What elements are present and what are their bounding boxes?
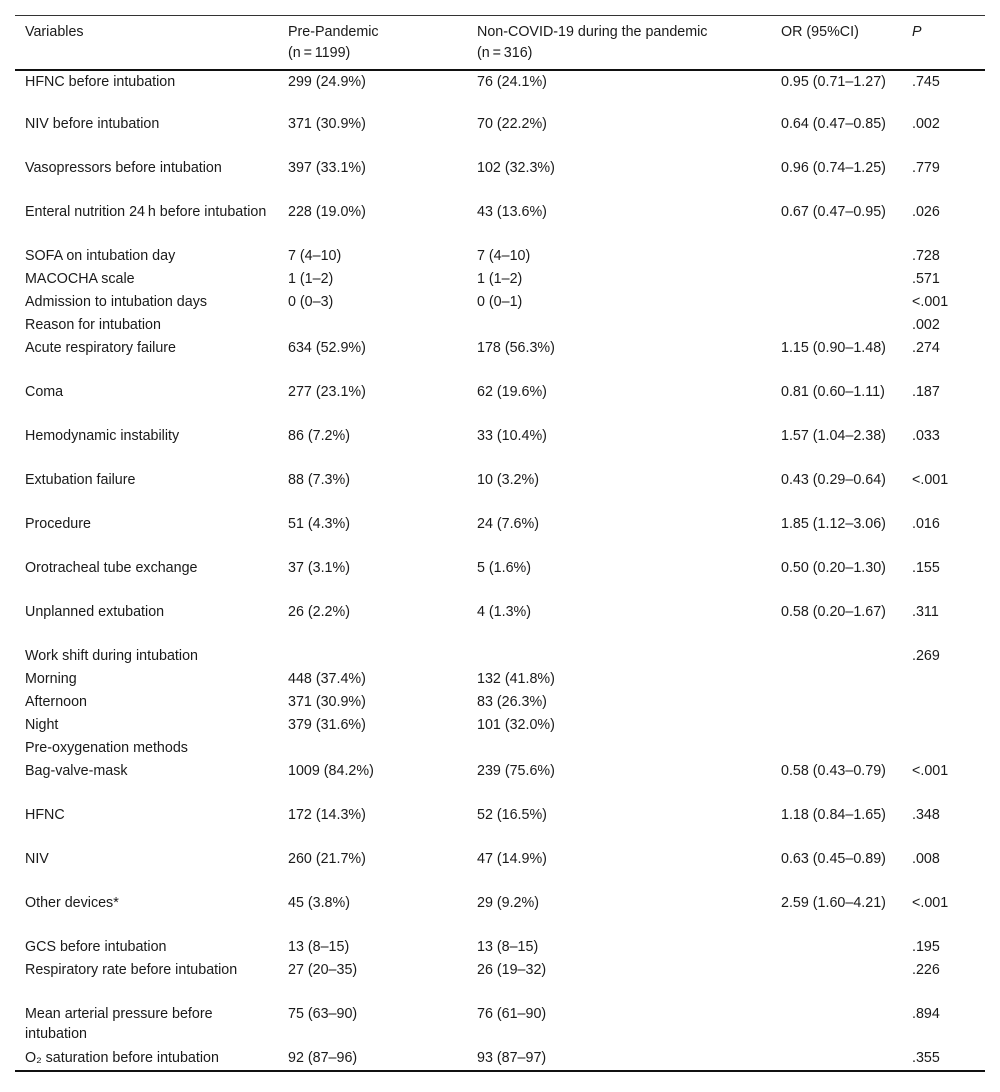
cell-non-covid: 70 (22.2%) — [477, 115, 547, 132]
cell-non-covid: 43 (13.6%) — [477, 203, 547, 220]
table-row — [15, 315, 985, 338]
header-non-covid: Non-COVID-19 during the pandemic (n = 316) — [477, 24, 708, 61]
cell-variable: Respiratory rate before intubation — [25, 961, 238, 978]
cell-or: 1.85 (1.12–3.06) — [781, 515, 886, 532]
cell-pre-pandemic — [278, 315, 467, 338]
cell-or — [771, 738, 902, 761]
header-non-covid-n: (n = 316) — [477, 44, 533, 61]
cell-p: .745 — [912, 73, 940, 90]
cell-or — [771, 315, 902, 338]
cell-variable: Afternoon — [25, 693, 87, 710]
cell-or: 0.64 (0.47–0.85) — [781, 115, 886, 132]
cell-or — [771, 1004, 902, 1048]
cell-or — [771, 292, 902, 315]
cell-non-covid: 4 (1.3%) — [477, 603, 532, 620]
cell-non-covid: 52 (16.5%) — [477, 806, 547, 823]
cell-or — [771, 269, 902, 292]
cell-or: 0.50 (0.20–1.30) — [781, 559, 886, 576]
cell-variable: GCS before intubation — [25, 938, 167, 955]
cell-pre-pandemic: 172 (14.3%) — [288, 806, 366, 823]
cell-p — [902, 738, 985, 761]
cell-pre-pandemic: 228 (19.0%) — [288, 203, 366, 220]
cell-pre-pandemic: 379 (31.6%) — [288, 716, 366, 733]
cell-or: 0.81 (0.60–1.11) — [781, 383, 885, 400]
cell-variable: HFNC before intubation — [25, 73, 176, 90]
cell-variable: Morning — [25, 670, 77, 687]
cell-or: 0.43 (0.29–0.64) — [781, 471, 886, 488]
table-row — [15, 269, 985, 292]
table-row — [15, 426, 985, 470]
cell-p: .274 — [912, 339, 940, 356]
cell-p: .894 — [912, 1005, 940, 1022]
table-row — [15, 382, 985, 426]
cell-variable: Orotracheal tube exchange — [25, 559, 198, 576]
cell-p: <.001 — [912, 894, 949, 911]
cell-p: .026 — [912, 203, 940, 220]
cell-variable: Admission to intubation days — [25, 293, 207, 310]
table-row — [15, 761, 985, 805]
cell-non-covid: 13 (8–15) — [477, 938, 539, 955]
cell-variable: Vasopressors before intubation — [25, 159, 222, 176]
cell-non-covid: 0 (0–1) — [477, 293, 523, 310]
cell-pre-pandemic: 277 (23.1%) — [288, 383, 366, 400]
cell-pre-pandemic: 0 (0–3) — [288, 293, 334, 310]
cell-or — [771, 960, 902, 1004]
table-row — [15, 338, 985, 382]
cell-variable: NIV before intubation — [25, 115, 160, 132]
cell-or — [771, 669, 902, 692]
cell-variable: Enteral nutrition 24 h before intubation — [25, 203, 267, 220]
cell-p: .187 — [912, 383, 940, 400]
cell-non-covid: 47 (14.9%) — [477, 850, 547, 867]
cell-or: 0.58 (0.43–0.79) — [781, 762, 886, 779]
table-row — [15, 1048, 985, 1071]
cell-pre-pandemic: 26 (2.2%) — [288, 603, 350, 620]
data-table — [15, 15, 985, 1072]
cell-pre-pandemic: 7 (4–10) — [288, 247, 342, 264]
cell-non-covid: 10 (3.2%) — [477, 471, 539, 488]
cell-pre-pandemic — [278, 738, 467, 761]
cell-non-covid: 7 (4–10) — [477, 247, 531, 264]
cell-variable: SOFA on intubation day — [25, 247, 176, 264]
cell-variable: Night — [25, 716, 59, 733]
header-pre-pandemic: Pre-Pandemic (n = 1199) — [288, 24, 379, 61]
cell-pre-pandemic: 299 (24.9%) — [288, 73, 366, 90]
cell-p — [902, 692, 985, 715]
cell-or — [771, 715, 902, 738]
cell-pre-pandemic: 1 (1–2) — [288, 270, 334, 287]
cell-non-covid: 239 (75.6%) — [477, 762, 555, 779]
cell-pre-pandemic: 397 (33.1%) — [288, 159, 366, 176]
table-row — [15, 602, 985, 646]
table-row — [15, 114, 985, 158]
cell-non-covid: 26 (19–32) — [477, 961, 547, 978]
cell-p: .269 — [912, 647, 940, 664]
cell-or — [771, 246, 902, 269]
cell-variable: NIV — [25, 850, 49, 867]
table-row — [15, 1004, 985, 1048]
table-row — [15, 470, 985, 514]
table-row — [15, 960, 985, 1004]
cell-non-covid — [467, 315, 771, 338]
cell-pre-pandemic: 371 (30.9%) — [288, 115, 366, 132]
cell-p: .728 — [912, 247, 940, 264]
cell-non-covid — [467, 738, 771, 761]
cell-non-covid: 132 (41.8%) — [477, 670, 555, 687]
table-row — [15, 292, 985, 315]
cell-non-covid: 33 (10.4%) — [477, 427, 547, 444]
cell-p: .226 — [912, 961, 940, 978]
cell-variable: Extubation failure — [25, 471, 136, 488]
table-row — [15, 669, 985, 692]
cell-variable: Unplanned extubation — [25, 603, 165, 620]
cell-pre-pandemic: 51 (4.3%) — [288, 515, 350, 532]
cell-or — [771, 692, 902, 715]
cell-or: 0.63 (0.45–0.89) — [781, 850, 886, 867]
cell-pre-pandemic: 13 (8–15) — [288, 938, 350, 955]
cell-non-covid: 76 (61–90) — [477, 1005, 547, 1022]
cell-variable: Acute respiratory failure — [25, 339, 176, 356]
table-row — [15, 70, 985, 114]
table-row — [15, 514, 985, 558]
cell-p: .311 — [912, 603, 939, 620]
cell-p: .348 — [912, 806, 940, 823]
cell-or — [771, 646, 902, 669]
cell-p: .155 — [912, 559, 940, 576]
cell-variable: Work shift during intubation — [25, 647, 198, 664]
cell-p — [902, 715, 985, 738]
cell-p: .779 — [912, 159, 940, 176]
cell-non-covid: 76 (24.1%) — [477, 73, 547, 90]
cell-p: .002 — [912, 115, 940, 132]
cell-variable: MACOCHA scale — [25, 270, 135, 287]
cell-p: <.001 — [912, 762, 949, 779]
cell-non-covid: 5 (1.6%) — [477, 559, 532, 576]
cell-pre-pandemic: 371 (30.9%) — [288, 693, 366, 710]
cell-p: .008 — [912, 850, 940, 867]
cell-variable: Hemodynamic instability — [25, 427, 180, 444]
cell-pre-pandemic: 634 (52.9%) — [288, 339, 366, 356]
cell-p: .033 — [912, 427, 940, 444]
cell-pre-pandemic — [278, 646, 467, 669]
table-row — [15, 558, 985, 602]
cell-non-covid — [467, 646, 771, 669]
cell-or: 2.59 (1.60–4.21) — [781, 894, 886, 911]
cell-pre-pandemic: 75 (63–90) — [288, 1005, 358, 1022]
table-row — [15, 805, 985, 849]
cell-p: .016 — [912, 515, 940, 532]
cell-variable: Mean arterial pressure before intubation — [25, 1005, 213, 1043]
header-row — [15, 16, 985, 70]
table-row — [15, 715, 985, 738]
cell-non-covid: 101 (32.0%) — [477, 716, 555, 733]
table-row — [15, 692, 985, 715]
cell-pre-pandemic: 37 (3.1%) — [288, 559, 350, 576]
cell-pre-pandemic: 88 (7.3%) — [288, 471, 350, 488]
cell-pre-pandemic: 1009 (84.2%) — [288, 762, 374, 779]
cell-pre-pandemic: 86 (7.2%) — [288, 427, 350, 444]
table-row — [15, 158, 985, 202]
cell-variable: O₂ saturation before intubation — [25, 1049, 219, 1066]
cell-pre-pandemic: 45 (3.8%) — [288, 894, 350, 911]
table-row — [15, 646, 985, 669]
cell-variable: Pre-oxygenation methods — [25, 739, 188, 756]
cell-pre-pandemic: 27 (20–35) — [288, 961, 358, 978]
table-row — [15, 738, 985, 761]
cell-or: 0.67 (0.47–0.95) — [781, 203, 886, 220]
table-row — [15, 202, 985, 246]
cell-p: .355 — [912, 1049, 940, 1066]
cell-or — [771, 1048, 902, 1071]
table-row — [15, 246, 985, 269]
cell-or: 1.18 (0.84–1.65) — [781, 806, 886, 823]
cell-p: .002 — [912, 316, 940, 333]
table-row — [15, 849, 985, 893]
cell-p: .571 — [912, 270, 940, 287]
header-variables: Variables — [25, 24, 84, 40]
cell-non-covid: 29 (9.2%) — [477, 894, 539, 911]
cell-pre-pandemic: 92 (87–96) — [288, 1049, 358, 1066]
cell-or: 0.58 (0.20–1.67) — [781, 603, 886, 620]
cell-or: 0.96 (0.74–1.25) — [781, 159, 886, 176]
cell-non-covid: 178 (56.3%) — [477, 339, 555, 356]
cell-or: 1.57 (1.04–2.38) — [781, 427, 886, 444]
header-pre-pandemic-n: (n = 1199) — [288, 44, 351, 61]
cell-p — [902, 669, 985, 692]
cell-pre-pandemic: 260 (21.7%) — [288, 850, 366, 867]
cell-or: 0.95 (0.71–1.27) — [781, 73, 886, 90]
cell-p: <.001 — [912, 293, 949, 310]
cell-or — [771, 937, 902, 960]
table-row — [15, 893, 985, 937]
cell-non-covid: 93 (87–97) — [477, 1049, 547, 1066]
cell-non-covid: 62 (19.6%) — [477, 383, 547, 400]
cell-non-covid: 1 (1–2) — [477, 270, 523, 287]
cell-non-covid: 83 (26.3%) — [477, 693, 547, 710]
header-or: OR (95%CI) — [781, 24, 859, 40]
cell-variable: Bag-valve-mask — [25, 762, 128, 779]
cell-non-covid: 24 (7.6%) — [477, 515, 539, 532]
cell-p: .195 — [912, 938, 940, 955]
cell-variable: Reason for intubation — [25, 316, 161, 333]
cell-variable: HFNC — [25, 806, 65, 823]
header-p: P — [912, 24, 922, 40]
cell-variable: Procedure — [25, 515, 91, 532]
cell-variable: Other devices* — [25, 894, 119, 911]
table-row — [15, 937, 985, 960]
cell-p: <.001 — [912, 471, 949, 488]
cell-or: 1.15 (0.90–1.48) — [781, 339, 886, 356]
cell-non-covid: 102 (32.3%) — [477, 159, 555, 176]
cell-pre-pandemic: 448 (37.4%) — [288, 670, 366, 687]
cell-variable: Coma — [25, 383, 64, 400]
